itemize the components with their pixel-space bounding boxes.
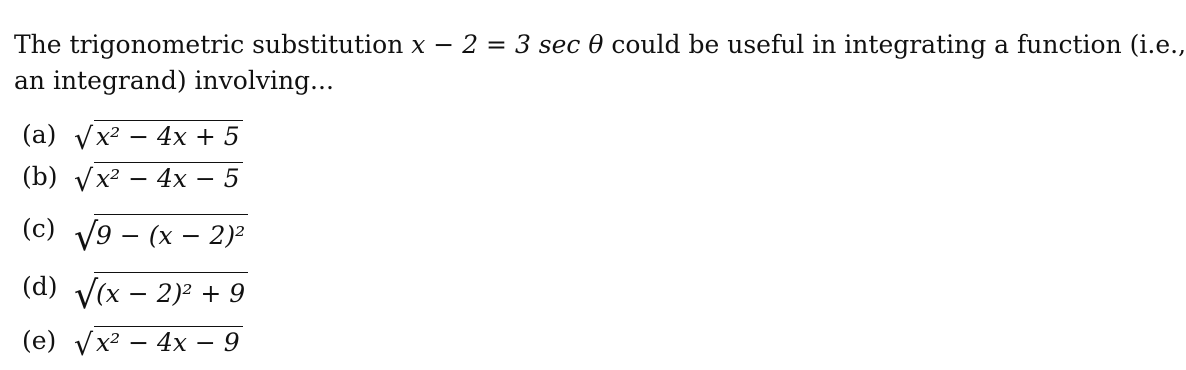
option-label: (d)	[22, 272, 58, 301]
option-label: (c)	[22, 214, 56, 243]
option-label: (a)	[22, 120, 57, 149]
option-expression: x² − 4x + 5	[94, 120, 243, 151]
option-a	[22, 120, 240, 160]
sqrt-icon: √	[74, 215, 99, 259]
sqrt-expression	[74, 162, 243, 199]
sqrt-icon: √	[74, 164, 94, 199]
substitution-formula: x − 2 = 3 sec θ	[411, 30, 604, 59]
sqrt-icon: √	[74, 273, 99, 317]
option-expression: 9 − (x − 2)²	[94, 214, 248, 250]
option-label: (b)	[22, 162, 58, 191]
question-second-line: an integrand) involving...	[14, 66, 334, 95]
option-expression: (x − 2)² + 9	[94, 272, 248, 308]
question-text	[14, 27, 1186, 99]
option-d	[22, 272, 246, 317]
option-expression: x² − 4x − 9	[94, 326, 243, 357]
sqrt-icon: √	[74, 122, 94, 157]
sqrt-expression	[74, 120, 243, 157]
option-b	[22, 162, 240, 202]
option-expression: x² − 4x − 5	[94, 162, 243, 193]
option-c	[22, 214, 246, 259]
sqrt-expression	[74, 326, 243, 363]
question-intro-continued: could be useful in integrating a function (i.e.,	[603, 30, 1186, 59]
question-intro: The trigonometric substitution	[14, 30, 412, 59]
sqrt-expression	[74, 214, 248, 259]
option-e	[22, 326, 240, 366]
sqrt-expression	[74, 272, 248, 317]
option-label: (e)	[22, 326, 57, 355]
sqrt-icon: √	[74, 328, 94, 363]
